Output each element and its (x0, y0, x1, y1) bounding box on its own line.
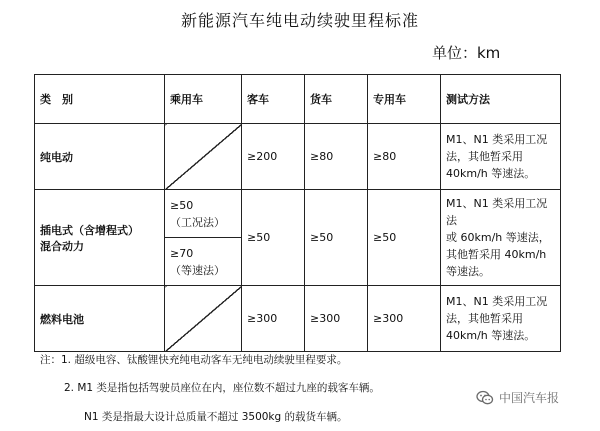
header-passenger: 乘用车 (165, 75, 242, 124)
method-line: 等速法。 (446, 265, 490, 278)
category-line: 混合动力 (40, 239, 84, 253)
truck-value: ≥80 (305, 124, 368, 190)
header-bus: 客车 (242, 75, 305, 124)
watermark (476, 389, 559, 406)
method-line: M1、N1 类采用工况法 (446, 197, 548, 227)
header-truck: 货车 (305, 75, 368, 124)
table-row (35, 124, 561, 190)
wechat-icon (476, 390, 494, 406)
test-method-cell (441, 286, 561, 352)
bus-value: ≥50 (242, 190, 305, 286)
method-line: 其他暂采用 40km/h (446, 248, 547, 261)
header-special: 专用车 (368, 75, 441, 124)
page-title: 新能源汽车纯电动续驶里程标准 (180, 11, 419, 30)
truck-value: ≥300 (305, 286, 368, 352)
range-standard-table (34, 74, 561, 352)
note-3: N1 类是指最大设计总质量不超过 3500kg 的载货车辆。 (84, 411, 348, 423)
passenger-value: ≥70 (170, 246, 194, 260)
note-1: 注：1. 超级电容、钛酸锂快充纯电动客车无纯电动续驶里程要求。 (40, 354, 348, 366)
method-line: 40km/h 等速法。 (446, 329, 536, 342)
method-line: 法，其他暂采用 (446, 312, 523, 325)
category-line: 插电式（含增程式） (40, 223, 139, 237)
passenger-value: ≥50 (170, 198, 194, 212)
passenger-method: （工况法） (170, 215, 225, 229)
table-header-row (35, 75, 561, 124)
method-line: 40km/h 等速法。 (446, 167, 536, 180)
empty-diagonal-cell (165, 286, 242, 352)
category-cell: 燃料电池 (35, 286, 165, 352)
table-row (35, 190, 561, 238)
unit-label: 单位：km (432, 44, 501, 62)
test-method-cell (441, 190, 561, 286)
category-cell (35, 190, 165, 286)
empty-diagonal-cell (165, 124, 242, 190)
method-line: M1、N1 类采用工况 (446, 295, 548, 308)
table-row (35, 286, 561, 352)
test-method-cell (441, 124, 561, 190)
special-value: ≥80 (368, 124, 441, 190)
bus-value: ≥200 (242, 124, 305, 190)
watermark-text: 中国汽车报 (499, 391, 560, 405)
header-test-method: 测试方法 (441, 75, 561, 124)
header-category: 类 别 (35, 75, 165, 124)
passenger-value-cycle (165, 190, 242, 238)
passenger-value-constant (165, 238, 242, 286)
method-line: M1、N1 类采用工况 (446, 133, 548, 146)
special-value: ≥50 (368, 190, 441, 286)
method-line: 法，其他暂采用 (446, 150, 523, 163)
special-value: ≥300 (368, 286, 441, 352)
note-2: 2. M1 类是指包括驾驶员座位在内，座位数不超过九座的载客车辆。 (64, 382, 380, 394)
passenger-method: （等速法） (170, 263, 225, 277)
method-line: 或 60km/h 等速法， (446, 231, 550, 244)
truck-value: ≥50 (305, 190, 368, 286)
category-cell: 纯电动 (35, 124, 165, 190)
bus-value: ≥300 (242, 286, 305, 352)
